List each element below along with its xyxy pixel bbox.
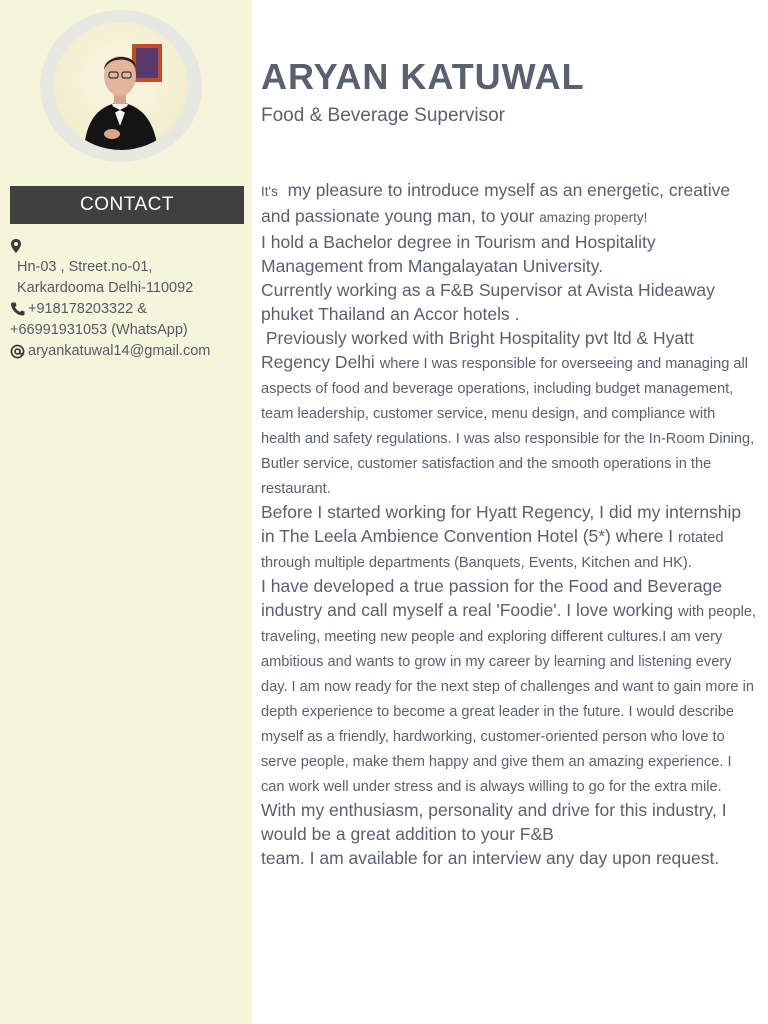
main-content	[261, 54, 761, 870]
candidate-name: ARYAN KATUWAL	[261, 56, 585, 97]
bio-paragraph-passion	[261, 574, 759, 798]
bio-text	[261, 178, 759, 870]
bio-paragraph-intro	[261, 178, 759, 230]
contact-details	[10, 236, 246, 362]
bio-closing-end: team. I am available for an interview any day upon request.	[261, 848, 720, 868]
bio-paragraph-closing	[261, 798, 759, 870]
bio-intro-prefix: It's	[261, 184, 278, 199]
bio-previous-role-main: Previously worked with Bright Hospitality pvt ltd & Hyatt Regency Delhi	[261, 328, 694, 372]
bio-paragraph-internship	[261, 500, 759, 574]
profile-photo-frame	[40, 10, 202, 162]
sidebar	[0, 0, 252, 1024]
person-illustration	[54, 22, 188, 150]
bio-passion-detail: with people, traveling, meeting new people and exploring different cultures.I am very ambitious and wants to grow in my career by learning and listening every day. I am now ready for the next step of challenges and want to gain more in depth experience to become a great leader in the future. I would describe myself as a friendly, hardworking, customer-oriented person who love to serve people, make them happy and give them an amazing experience. I can work well under stress and is always willing to go for the extra mile.	[261, 604, 757, 795]
bio-internship-detail: rotated through multiple departments (Banquets, Events, Kitchen and HK).	[261, 530, 724, 571]
at-sign-icon	[10, 344, 28, 359]
contact-heading	[10, 186, 244, 224]
address-line-2: Karkardooma Delhi-110092	[17, 280, 194, 296]
phone-line-1: +918178203322 &	[28, 301, 147, 317]
email-row[interactable]	[10, 341, 246, 362]
bio-paragraph-education: I hold a Bachelor degree in Tourism and Hospitality Management from Mangalayatan University.	[261, 232, 656, 276]
bio-intro-suffix: amazing property!	[539, 210, 648, 225]
candidate-title: Food & Beverage Supervisor	[261, 105, 505, 126]
bio-intro-main: my pleasure to introduce myself as an energetic, creative and passionate young man, to your	[261, 180, 731, 226]
phone-row[interactable]	[10, 299, 246, 320]
contact-heading-label: CONTACT	[80, 194, 174, 215]
bio-passion-main: I have developed a true passion for the Food and Beverage industry and call myself a real 'Foodie'. I love working	[261, 576, 723, 620]
phone-line-2[interactable]: +66991931053 (WhatsApp)	[10, 322, 188, 338]
bio-paragraph-previous-role	[261, 326, 759, 500]
bio-paragraph-current-role: Currently working as a F&B Supervisor at Avista Hideaway phuket Thailand an Accor hotels .	[261, 280, 715, 324]
bio-closing-main: With my enthusiasm, personality and drive for this industry, I would be a great addition to your F&B	[261, 800, 727, 844]
address-icon-row	[10, 236, 246, 257]
bio-internship-main: Before I started working for Hyatt Regency, I did my internship in The Leela Ambience Convention Hotel (5*) where I	[261, 502, 742, 546]
phone-icon	[10, 302, 28, 316]
profile-photo	[54, 22, 188, 150]
location-pin-icon	[10, 239, 28, 253]
address-line-1: Hn-03 , Street.no-01,	[17, 259, 153, 275]
email-link[interactable]: aryankatuwal14@gmail.com	[28, 343, 211, 359]
hands-shape	[104, 129, 120, 139]
wall-frame-art-shape	[136, 48, 158, 78]
bio-previous-role-detail: where I was responsible for overseeing and managing all aspects of food and beverage operations, including budget management, team leadership, customer service, menu design, and compliance with health and safety regulations. I was also responsible for the In-Room Dining, Butler service, customer satisfaction and the smooth operations in the restaurant.	[261, 356, 755, 497]
